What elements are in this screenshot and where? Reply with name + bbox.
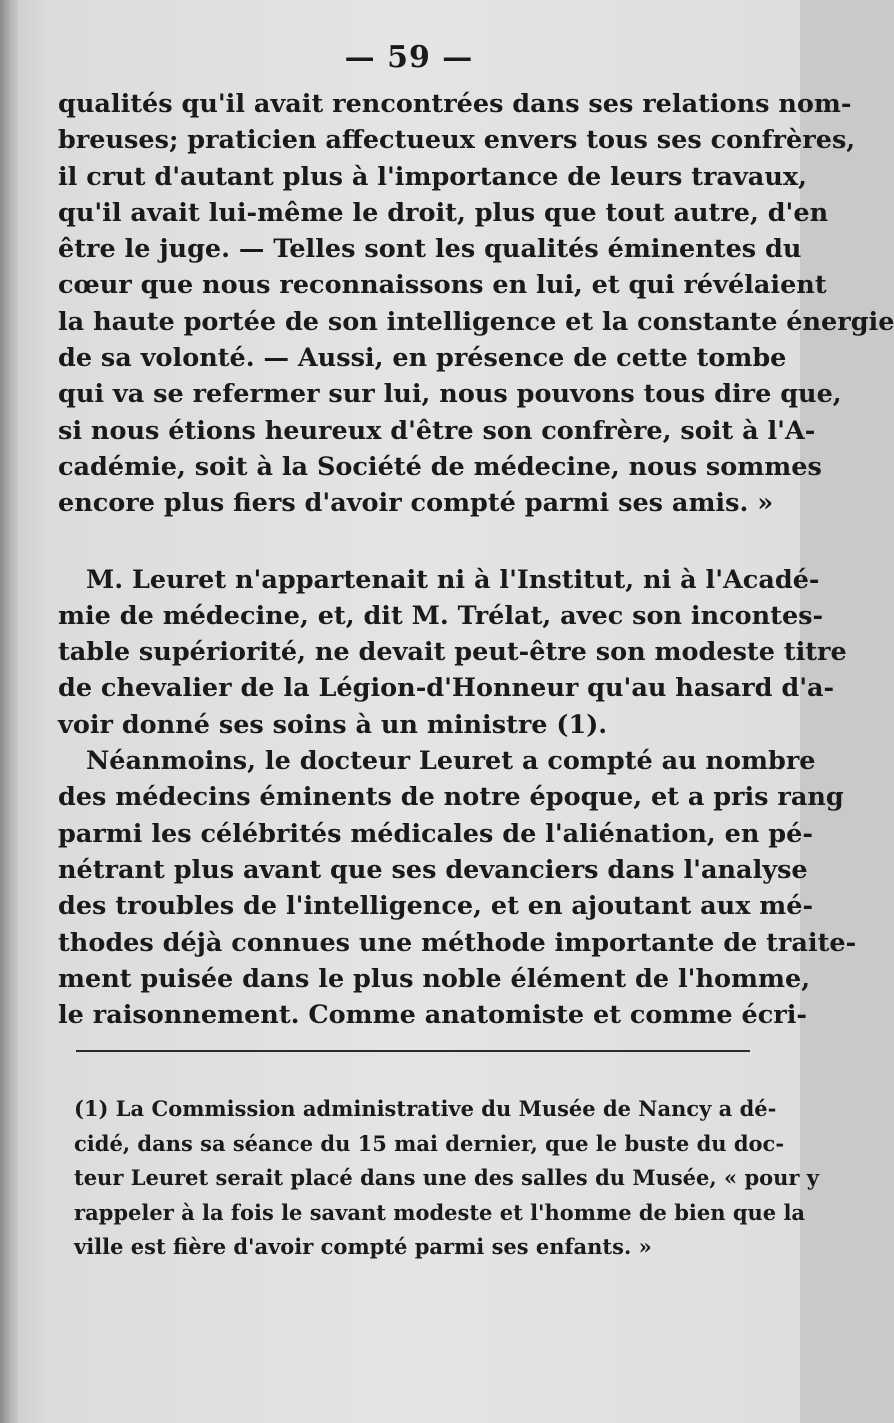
book-spine-shadow (0, 0, 18, 1423)
footnote (74, 1092, 819, 1265)
text-line: cœur que nous reconnaissons en lui, et qui révélaient (58, 270, 827, 301)
text-line: de chevalier de la Légion-d'Honneur qu'au hasard d'a- (58, 673, 835, 704)
text-line: cadémie, soit à la Société de médecine, nous sommes (58, 451, 822, 482)
text-line: qu'il avait lui-même le droit, plus que tout autre, d'en (58, 197, 829, 228)
text-line: table supériorité, ne devait peut-être son modeste titre (58, 637, 847, 668)
text-line: ment puisée dans le plus noble élément de l'homme, (58, 963, 811, 994)
text-line: il crut d'autant plus à l'importance de leurs travaux, (58, 161, 807, 192)
page-number: — 59 — (344, 40, 474, 75)
footnote-line: teur Leuret serait placé dans une des salles du Musée, « pour y (74, 1165, 819, 1190)
text-line: des médecins éminents de notre époque, et a pris rang (58, 782, 844, 813)
text-line: si nous étions heureux d'être son confrère, soit à l'A- (58, 415, 816, 446)
text-line: le raisonnement. Comme anatomiste et comme écri- (58, 1000, 807, 1031)
text-line: être le juge. — Telles sont les qualités éminentes du (58, 234, 802, 265)
text-line: thodes déjà connues une méthode importante de traite- (58, 927, 857, 958)
paragraph-1 (58, 86, 894, 522)
text-line: Néanmoins, le docteur Leuret a compté au nombre (86, 746, 816, 777)
text-line: encore plus fiers d'avoir compté parmi ses amis. » (58, 488, 774, 519)
text-line: breuses; praticien affectueux envers tous ses confrères, (58, 125, 856, 156)
paragraph-2 (58, 562, 847, 743)
paragraph-3 (58, 743, 857, 1033)
text-line: nétrant plus avant que ses devanciers dans l'analyse (58, 854, 808, 885)
text-line: M. Leuret n'appartenait ni à l'Institut, ni à l'Acadé- (86, 564, 820, 595)
footnote-rule (76, 1050, 750, 1052)
text-line: mie de médecine, et, dit M. Trélat, avec son incontes- (58, 600, 824, 631)
footnote-line: cidé, dans sa séance du 15 mai dernier, que le buste du doc- (74, 1130, 785, 1156)
text-line: voir donné ses soins à un ministre (1). (58, 709, 608, 740)
footnote-line: ville est fière d'avoir compté parmi ses enfants. » (74, 1234, 652, 1259)
main-text (58, 86, 894, 1033)
paragraph-gap (58, 522, 748, 562)
text-line: la haute portée de son intelligence et la constante énergie (58, 306, 894, 337)
text-line: qui va se refermer sur lui, nous pouvons tous dire que, (58, 379, 842, 410)
text-line: des troubles de l'intelligence, et en ajoutant aux mé- (58, 891, 814, 922)
text-line: qualités qu'il avait rencontrées dans ses relations nom- (58, 89, 852, 119)
footnote-line: (1) La Commission administrative du Musée de Nancy a dé- (74, 1096, 777, 1121)
text-line: parmi les célébrités médicales de l'aliénation, en pé- (58, 818, 813, 849)
footnote-line: rappeler à la fois le savant modeste et l'homme de bien que la (74, 1199, 806, 1225)
text-line: de sa volonté. — Aussi, en présence de cette tombe (58, 343, 787, 374)
